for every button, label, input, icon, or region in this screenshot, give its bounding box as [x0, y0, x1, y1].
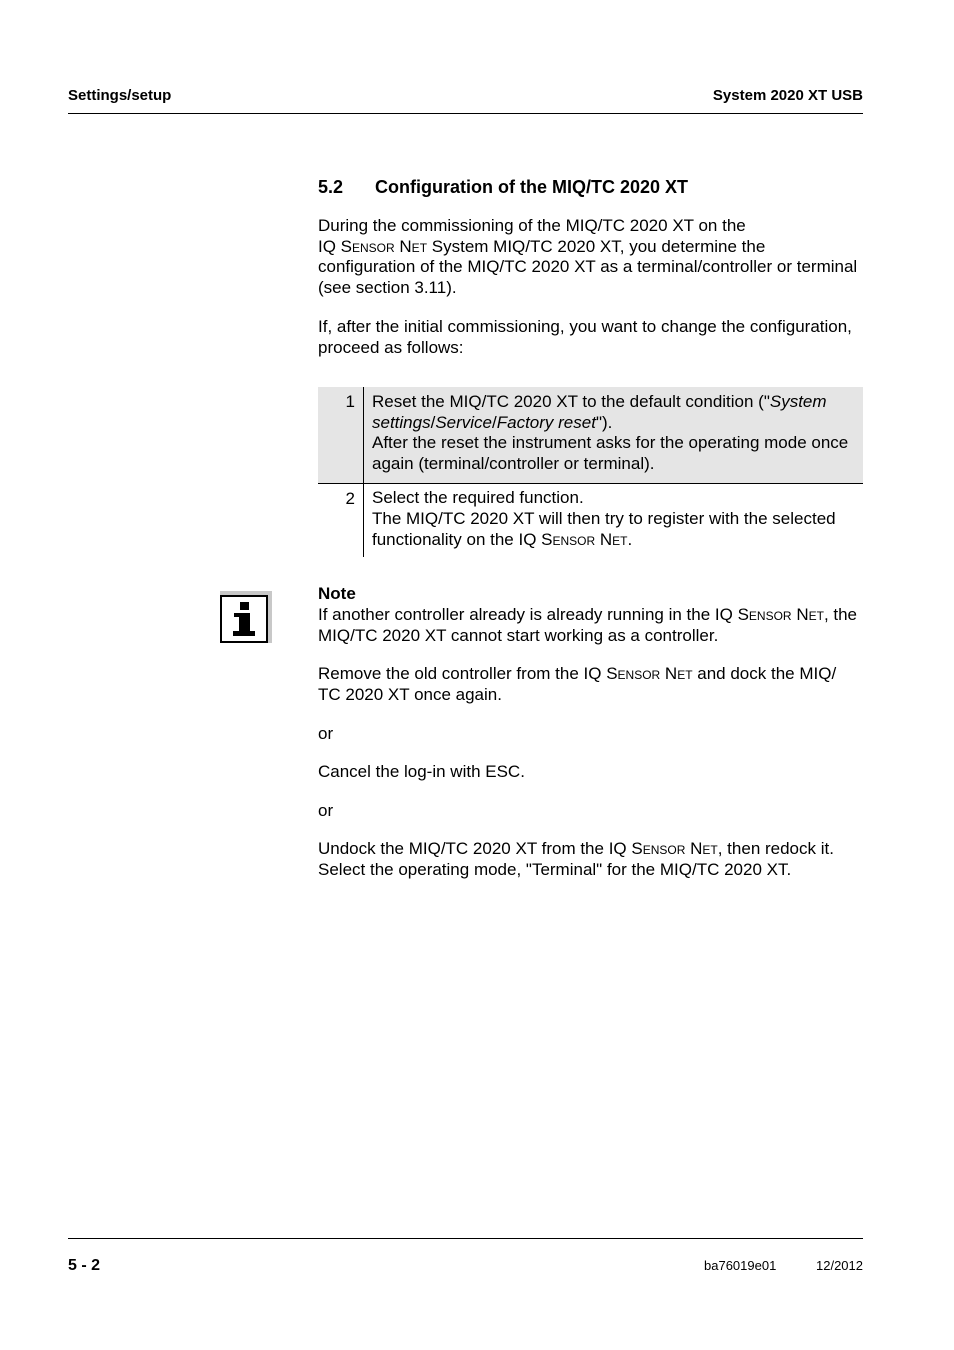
section-number: 5.2 — [318, 177, 344, 197]
procedure-steps-table — [318, 387, 863, 557]
header-product-name: System 2020 XT USB — [712, 87, 863, 104]
note-sensor-net: Sensor Net — [737, 605, 824, 624]
step1-text-g: "). — [595, 412, 613, 432]
undock-sensor-net: Sensor Net — [631, 839, 718, 858]
info-icon — [220, 591, 272, 643]
menu-path-service: Service — [435, 412, 493, 432]
step2-text-a: Select the required function. — [372, 488, 584, 508]
step2-sensor-net: Sensor Net — [541, 529, 628, 549]
page-header — [68, 86, 863, 114]
table-row — [318, 484, 863, 557]
remove-text-c: and dock the MIQ/ TC 2020 XT once again. — [318, 664, 837, 704]
intro-text-d: System MIQ/TC 2020 XT, you determine the configuration of the MIQ/TC 2020 XT as a terminal/controller or terminal (see section 3.11). — [318, 236, 858, 297]
section-title: Configuration of the MIQ/TC 2020 XT — [375, 177, 689, 197]
step-number: 1 — [318, 387, 364, 484]
or-separator: or — [318, 724, 334, 743]
step-text — [364, 387, 864, 484]
intro-sensor-net: Sensor Net — [340, 236, 428, 256]
step-text — [364, 484, 864, 557]
step1-slash-2: / — [492, 412, 497, 432]
page-footer — [68, 1238, 863, 1279]
step1-slash-1: / — [430, 412, 436, 432]
or-separator: or — [318, 801, 334, 820]
table-row — [318, 387, 863, 484]
document-id: ba76019e01 — [704, 1258, 777, 1273]
undock-paragraph — [318, 839, 863, 880]
procedure-intro-paragraph: If, after the initial commissioning, you want to change the configuration, proceed as follows: — [318, 317, 852, 357]
cancel-login-paragraph: Cancel the log-in with ESC. — [318, 762, 525, 781]
intro-text-b: IQ — [318, 236, 341, 256]
note-heading: Note — [318, 584, 356, 603]
menu-path-system-settings: System settings — [372, 392, 827, 432]
note-text — [318, 605, 863, 646]
remove-sensor-net: Sensor Net — [606, 664, 693, 683]
intro-text-a: During the commissioning of the MIQ/TC 2020 XT on the — [318, 216, 746, 235]
document-date: 12/2012 — [816, 1258, 863, 1273]
remove-text-a: Remove the old controller from the IQ — [318, 664, 607, 683]
step2-text-b: The MIQ/TC 2020 XT will then try to register with the selected functionality on the IQ — [372, 508, 836, 549]
page-number: 5 - 2 — [68, 1257, 101, 1274]
section-heading — [318, 177, 688, 198]
intro-paragraph — [318, 216, 863, 298]
undock-text-a: Undock the MIQ/TC 2020 XT from the IQ — [318, 839, 632, 858]
step1-text-a: Reset the MIQ/TC 2020 XT to the default condition (" — [372, 392, 770, 411]
menu-path-factory-reset: Factory reset — [496, 412, 596, 432]
note-text-c: , the MIQ/TC 2020 XT cannot start working as a controller. — [318, 605, 858, 645]
remove-controller-paragraph — [318, 664, 863, 705]
note-text-a: If another controller already is already running in the IQ — [318, 605, 738, 624]
step-number: 2 — [318, 484, 364, 557]
header-section-name: Settings/setup — [68, 87, 172, 104]
step2-text-d: . — [627, 529, 633, 549]
undock-text-c: , then redock it. Select the operating mode, "Terminal" for the MIQ/TC 2020 XT. — [318, 839, 834, 879]
step1-text-h: After the reset the instrument asks for the operating mode once again (terminal/controller or terminal). — [372, 433, 849, 473]
